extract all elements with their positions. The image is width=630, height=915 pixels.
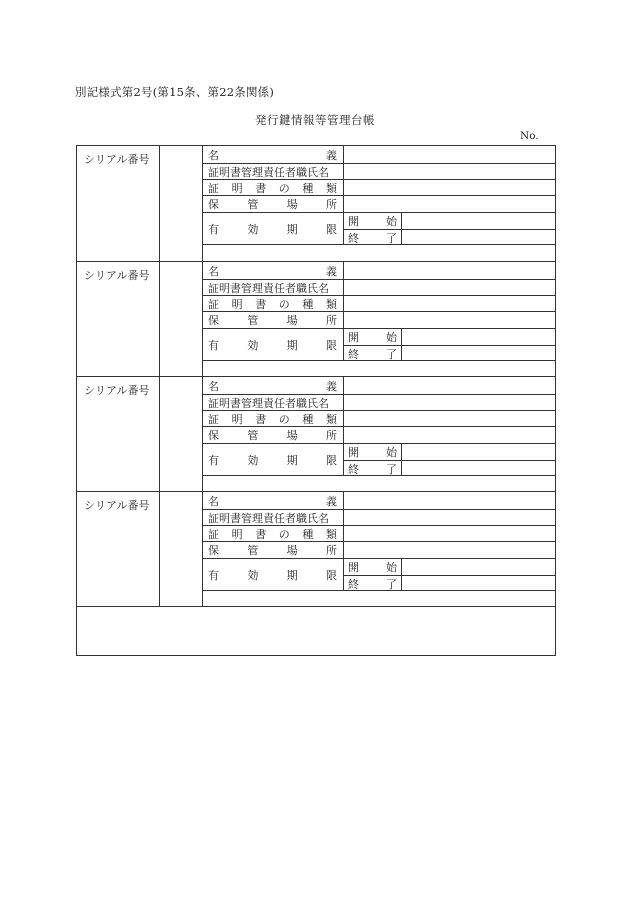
serial-number-label: シリアル番号: [84, 499, 150, 512]
document-title: 発行鍵情報等管理台帳: [255, 113, 375, 127]
manager-label: 証明書管理責任者職氏名: [202, 510, 344, 525]
blank-row: [202, 244, 555, 261]
name-row: [202, 146, 555, 163]
name-label: 名 義: [202, 262, 344, 279]
cert-type-row: [202, 179, 555, 195]
manager-row: [202, 509, 555, 525]
validity-row: [202, 212, 555, 244]
cert-type-row: [202, 295, 555, 311]
cert-type-row: [202, 410, 555, 426]
serial-number-cell: [159, 492, 203, 607]
storage-row: [202, 541, 555, 558]
serial-number-cell: [159, 262, 203, 377]
storage-label: 保 管 場 所: [202, 312, 344, 328]
cert-type-row: [202, 525, 555, 541]
ledger-block: [77, 261, 555, 377]
start-label: 開 始: [344, 559, 402, 575]
blank-row: [202, 360, 555, 377]
start-label: 開 始: [344, 444, 402, 460]
validity-label: 有 効 期 限: [202, 329, 344, 360]
ledger-block: [77, 146, 555, 261]
name-label: 名 義: [202, 492, 344, 509]
manager-label: 証明書管理責任者職氏名: [202, 164, 344, 179]
validity-row: [202, 443, 555, 475]
storage-row: [202, 426, 555, 443]
end-label: 終 了: [344, 229, 402, 245]
serial-number-label: シリアル番号: [84, 153, 150, 166]
validity-row: [202, 328, 555, 360]
ledger-table: [76, 145, 556, 656]
ledger-block: [77, 376, 555, 492]
storage-row: [202, 195, 555, 212]
manager-row: [202, 279, 555, 295]
storage-label: 保 管 場 所: [202, 542, 344, 558]
cert-type-label: 証 明 書 の 種 類: [202, 411, 344, 426]
number-label: No.: [520, 130, 539, 142]
manager-label: 証明書管理責任者職氏名: [202, 280, 344, 295]
serial-number-cell: [159, 146, 203, 261]
storage-row: [202, 311, 555, 328]
manager-row: [202, 394, 555, 410]
name-row: [202, 377, 555, 394]
manager-label: 証明書管理責任者職氏名: [202, 395, 344, 410]
serial-number-label: シリアル番号: [84, 269, 150, 282]
name-label: 名 義: [202, 377, 344, 394]
blank-row: [202, 475, 555, 492]
end-label: 終 了: [344, 575, 402, 591]
cert-type-label: 証 明 書 の 種 類: [202, 526, 344, 541]
manager-row: [202, 163, 555, 179]
serial-number-label: シリアル番号: [84, 384, 150, 397]
serial-number-cell: [159, 377, 203, 492]
end-label: 終 了: [344, 345, 402, 361]
storage-label: 保 管 場 所: [202, 196, 344, 212]
cert-type-label: 証 明 書 の 種 類: [202, 296, 344, 311]
name-row: [202, 262, 555, 279]
start-label: 開 始: [344, 329, 402, 345]
remarks-box: [77, 606, 555, 657]
form-reference: 別記様式第2号(第15条、第22条関係): [75, 85, 275, 99]
start-label: 開 始: [344, 213, 402, 229]
validity-label: 有 効 期 限: [202, 559, 344, 590]
cert-type-label: 証 明 書 の 種 類: [202, 180, 344, 195]
validity-row: [202, 558, 555, 590]
name-label: 名 義: [202, 146, 344, 163]
end-label: 終 了: [344, 460, 402, 476]
name-row: [202, 492, 555, 509]
ledger-block: [77, 491, 555, 607]
storage-label: 保 管 場 所: [202, 427, 344, 443]
blank-row: [202, 590, 555, 607]
validity-label: 有 効 期 限: [202, 213, 344, 244]
validity-label: 有 効 期 限: [202, 444, 344, 475]
